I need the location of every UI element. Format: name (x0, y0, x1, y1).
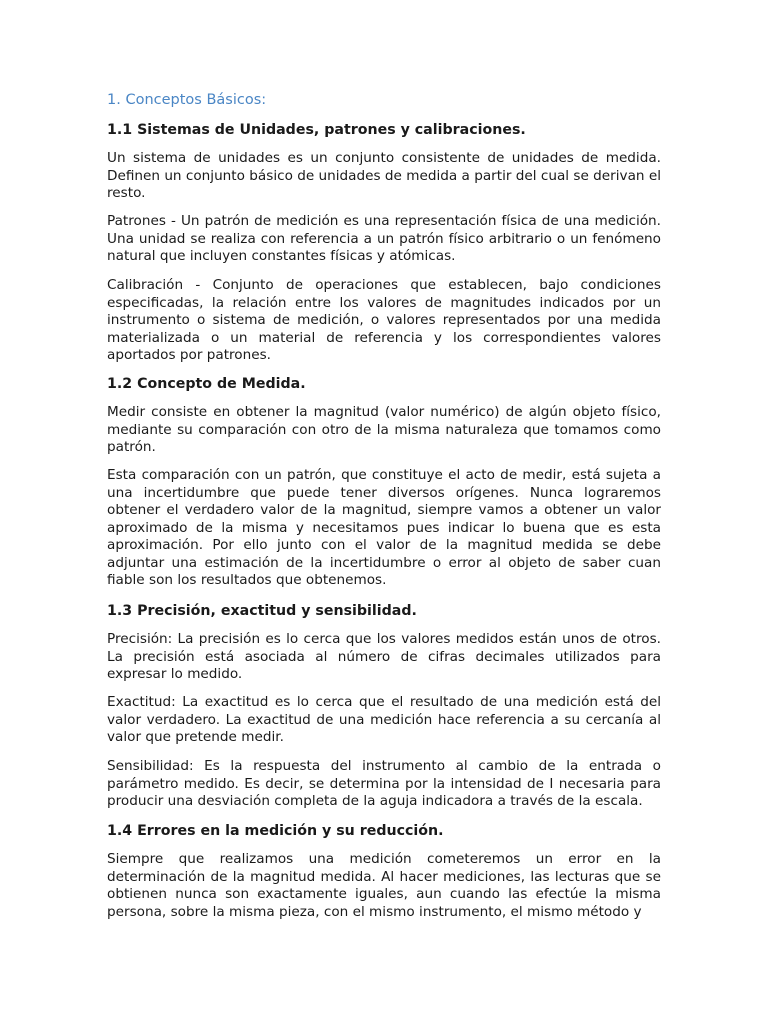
paragraph-comparacion: Esta comparación con un patrón, que constituye el acto de medir, está sujeta a una incertidumbre que puede tener diversos orígenes. Nunca lograremos obtener el verdadero valor de la magnitud, siempre vamos a obtener un valor aproximado de la misma y necesitamos pues indicar lo buena que es esta aproximación. Por ello junto con el valor de la magnitud medida se debe adjuntar una estimación de la incertidumbre o error al objeto de saber cuan fiable son los resultados que obtenemos. (107, 467, 661, 588)
document-title: 1. Conceptos Básicos: (107, 92, 267, 108)
paragraph-patrones: Patrones - Un patrón de medición es una representación física de una medición. Una unidad se realiza con referencia a un patrón físico arbitrario o un fenómeno natural que incluyen constantes físicas y atómicas. (107, 213, 661, 264)
paragraph-sensibilidad: Sensibilidad: Es la respuesta del instrumento al cambio de la entrada o parámetro medido. Es decir, se determina por la intensidad de I necesaria para producir una desviación completa de la aguja indicadora a través de la escala. (107, 758, 661, 809)
section-heading-1-1: 1.1 Sistemas de Unidades, patrones y calibraciones. (107, 122, 526, 138)
paragraph-medir: Medir consiste en obtener la magnitud (valor numérico) de algún objeto físico, mediante su comparación con otro de la misma naturaleza que tomamos como patrón. (107, 404, 661, 455)
section-heading-1-4: 1.4 Errores en la medición y su reducción. (107, 823, 444, 839)
section-heading-1-3: 1.3 Precisión, exactitud y sensibilidad. (107, 603, 417, 619)
paragraph-exactitud: Exactitud: La exactitud es lo cerca que el resultado de una medición está del valor verdadero. La exactitud de una medición hace referencia a su cercanía al valor que pretende medir. (107, 694, 661, 745)
paragraph-sistema-unidades: Un sistema de unidades es un conjunto consistente de unidades de medida. Definen un conjunto básico de unidades de medida a partir del cual se derivan el resto. (107, 150, 661, 201)
section-heading-1-2: 1.2 Concepto de Medida. (107, 376, 306, 392)
paragraph-errores: Siempre que realizamos una medición cometeremos un error en la determinación de la magnitud medida. Al hacer mediciones, las lecturas que se obtienen nunca son exactamente iguales, aun cuando las efectúe la misma persona, sobre la misma pieza, con el mismo instrumento, el mismo método y (107, 851, 661, 920)
paragraph-calibracion: Calibración - Conjunto de operaciones que establecen, bajo condiciones especificadas, la relación entre los valores de magnitudes indicados por un instrumento o sistema de medición, o valores representados por una medida materializada o un material de referencia y los correspondientes valores aportados por patrones. (107, 277, 661, 363)
paragraph-precision: Precisión: La precisión es lo cerca que los valores medidos están unos de otros. La precisión está asociada al número de cifras decimales utilizados para expresar lo medido. (107, 631, 661, 682)
